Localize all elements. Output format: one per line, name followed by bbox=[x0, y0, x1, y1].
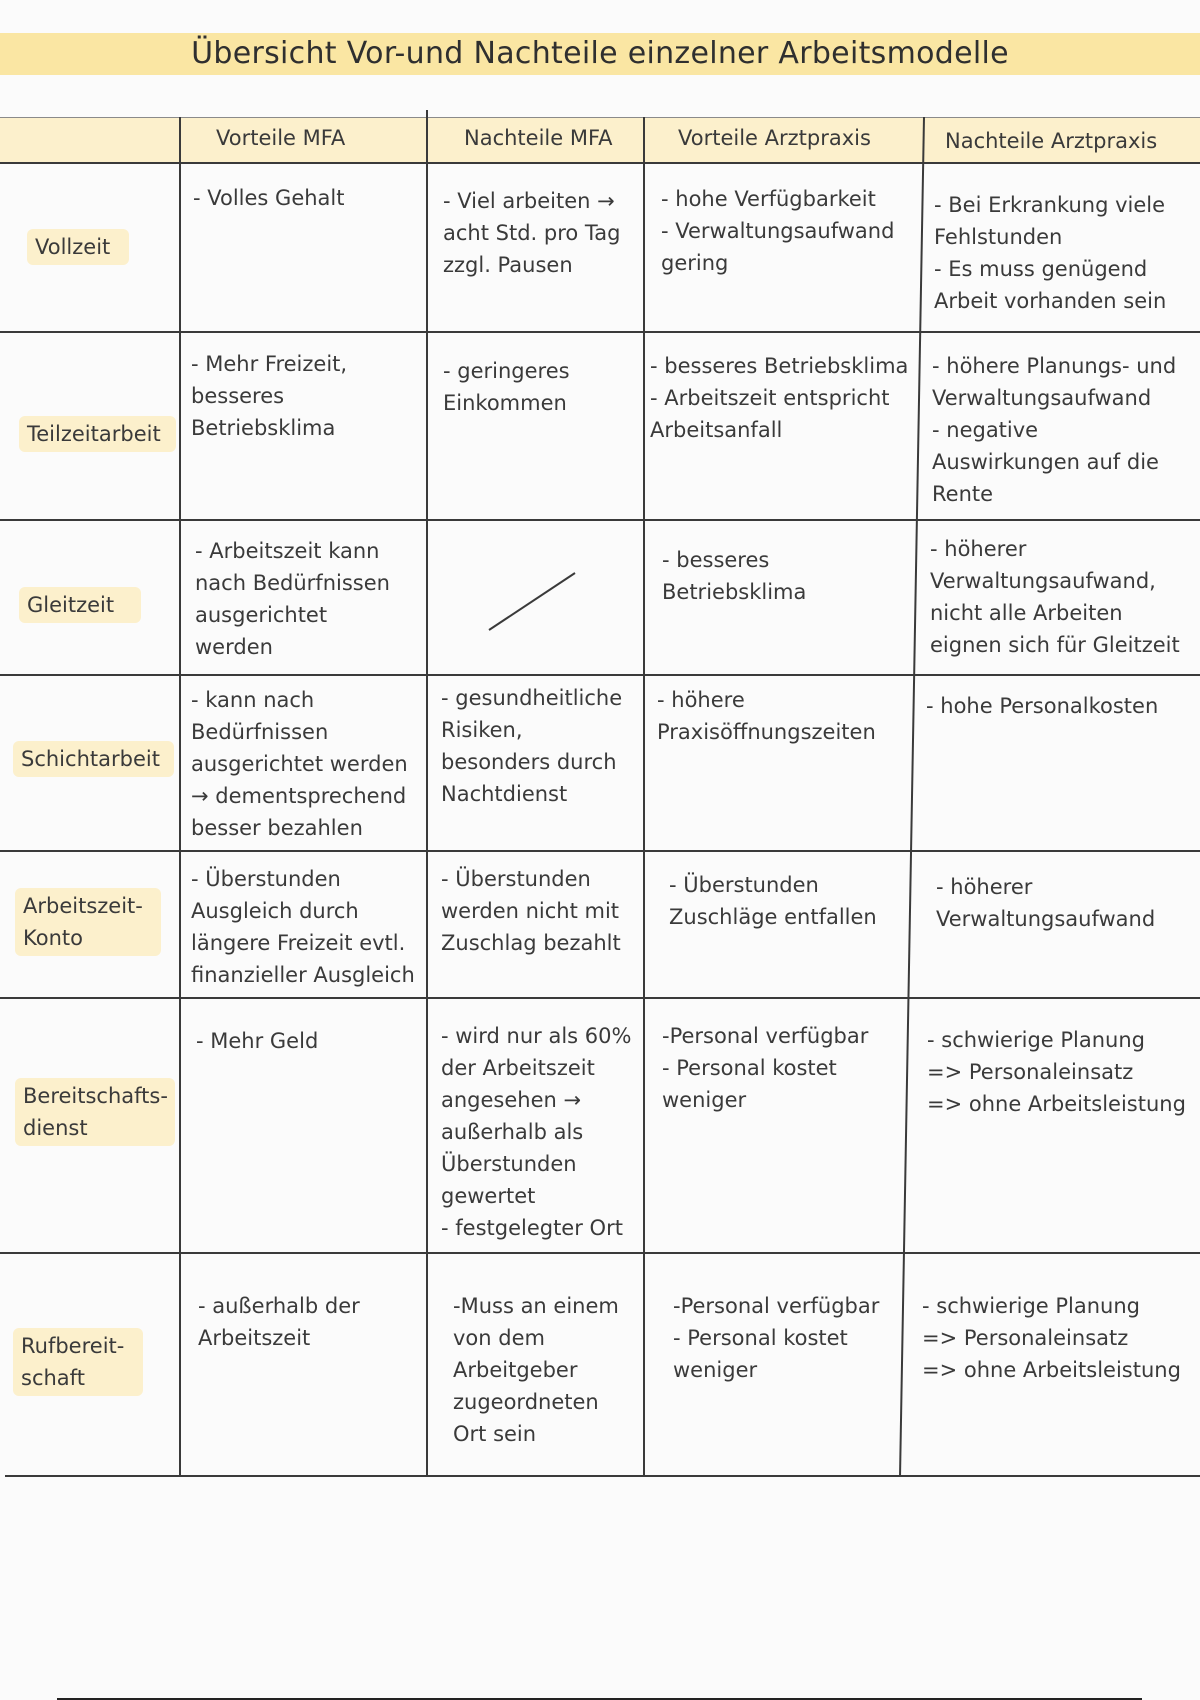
row-label-arbeitszeit-konto: Arbeitszeit- Konto bbox=[15, 888, 161, 956]
cell-bereitschaft-nachteile-arztpraxis: - schwierige Planung => Personaleinsatz => ohne Arbeitsleistung bbox=[927, 1028, 1186, 1116]
cell-vollzeit-nachteile-arztpraxis: - Bei Erkrankung viele Fehlstunden - Es muss genügend Arbeit vorhanden sein bbox=[934, 193, 1167, 313]
cell-konto-vorteile-arztpraxis: - Überstunden Zuschläge entfallen bbox=[669, 873, 877, 929]
cell-teilzeit-vorteile-arztpraxis: - besseres Betriebsklima - Arbeitszeit entspricht Arbeitsanfall bbox=[650, 354, 909, 442]
cell-ruf-vorteile-mfa: - außerhalb der Arbeitszeit bbox=[198, 1294, 360, 1350]
cell-konto-nachteile-mfa: - Überstunden werden nicht mit Zuschlag bezahlt bbox=[441, 867, 621, 955]
cell-vollzeit-vorteile-arztpraxis: - hohe Verfügbarkeit - Verwaltungsaufwand gering bbox=[661, 187, 895, 275]
cell-bereitschaft-nachteile-mfa: - wird nur als 60% der Arbeitszeit angesehen → außerhalb als Überstunden gewertet - festgelegter Ort bbox=[441, 1024, 632, 1240]
cell-schicht-vorteile-arztpraxis: - höhere Praxisöffnungszeiten bbox=[657, 688, 876, 744]
row-label-bereitschaftsdienst: Bereitschafts- dienst bbox=[15, 1078, 175, 1146]
column-header-nachteile-mfa: Nachteile MFA bbox=[464, 126, 613, 150]
cell-konto-nachteile-arztpraxis: - höherer Verwaltungsaufwand bbox=[936, 875, 1156, 931]
row-label-teilzeitarbeit: Teilzeitarbeit bbox=[19, 416, 176, 452]
cell-ruf-vorteile-arztpraxis: -Personal verfügbar - Personal kostet weniger bbox=[673, 1294, 880, 1382]
cell-gleitzeit-nachteile-arztpraxis: - höherer Verwaltungsaufwand, nicht alle Arbeiten eignen sich für Gleitzeit bbox=[930, 537, 1180, 657]
cell-teilzeit-nachteile-mfa: - geringeres Einkommen bbox=[443, 359, 570, 415]
cell-schicht-nachteile-arztpraxis: - hohe Personalkosten bbox=[926, 694, 1159, 718]
page-title: Übersicht Vor-und Nachteile einzelner Arbeitsmodelle bbox=[191, 36, 1009, 71]
column-header-vorteile-mfa: Vorteile MFA bbox=[216, 126, 346, 150]
cell-teilzeit-nachteile-arztpraxis: - höhere Planungs- und Verwaltungsaufwand - negative Auswirkungen auf die Rente bbox=[932, 354, 1177, 506]
cell-gleitzeit-vorteile-arztpraxis: - besseres Betriebsklima bbox=[662, 548, 807, 604]
cell-konto-vorteile-mfa: - Überstunden Ausgleich durch längere Freizeit evtl. finanzieller Ausgleich bbox=[191, 867, 415, 987]
row-label-vollzeit: Vollzeit bbox=[27, 229, 129, 265]
cell-ruf-nachteile-mfa: -Muss an einem von dem Arbeitgeber zugeordneten Ort sein bbox=[453, 1294, 619, 1446]
cell-schicht-vorteile-mfa: - kann nach Bedürfnissen ausgerichtet werden → dementsprechend besser bezahlen bbox=[191, 688, 408, 840]
cell-ruf-nachteile-arztpraxis: - schwierige Planung => Personaleinsatz => ohne Arbeitsleistung bbox=[922, 1294, 1181, 1382]
cell-vollzeit-vorteile-mfa: - Volles Gehalt bbox=[193, 186, 345, 210]
column-header-nachteile-arztpraxis: Nachteile Arztpraxis bbox=[945, 129, 1158, 153]
cell-schicht-nachteile-mfa: - gesundheitliche Risiken, besonders durch Nachtdienst bbox=[441, 686, 623, 806]
cell-bereitschaft-vorteile-arztpraxis: -Personal verfügbar - Personal kostet weniger bbox=[662, 1024, 869, 1112]
cell-gleitzeit-vorteile-mfa: - Arbeitszeit kann nach Bedürfnissen ausgerichtet werden bbox=[195, 539, 390, 659]
cell-teilzeit-vorteile-mfa: - Mehr Freizeit, besseres Betriebsklima bbox=[191, 352, 348, 440]
row-label-gleitzeit: Gleitzeit bbox=[19, 587, 141, 623]
cell-bereitschaft-vorteile-mfa: - Mehr Geld bbox=[196, 1029, 319, 1053]
cell-vollzeit-nachteile-mfa: - Viel arbeiten → acht Std. pro Tag zzgl. Pausen bbox=[443, 189, 621, 277]
row-label-rufbereitschaft: Rufbereit- schaft bbox=[13, 1328, 143, 1396]
row-label-schichtarbeit: Schichtarbeit bbox=[13, 741, 174, 777]
column-header-vorteile-arztpraxis: Vorteile Arztpraxis bbox=[678, 126, 871, 150]
empty-cell-strikethrough bbox=[480, 560, 590, 635]
